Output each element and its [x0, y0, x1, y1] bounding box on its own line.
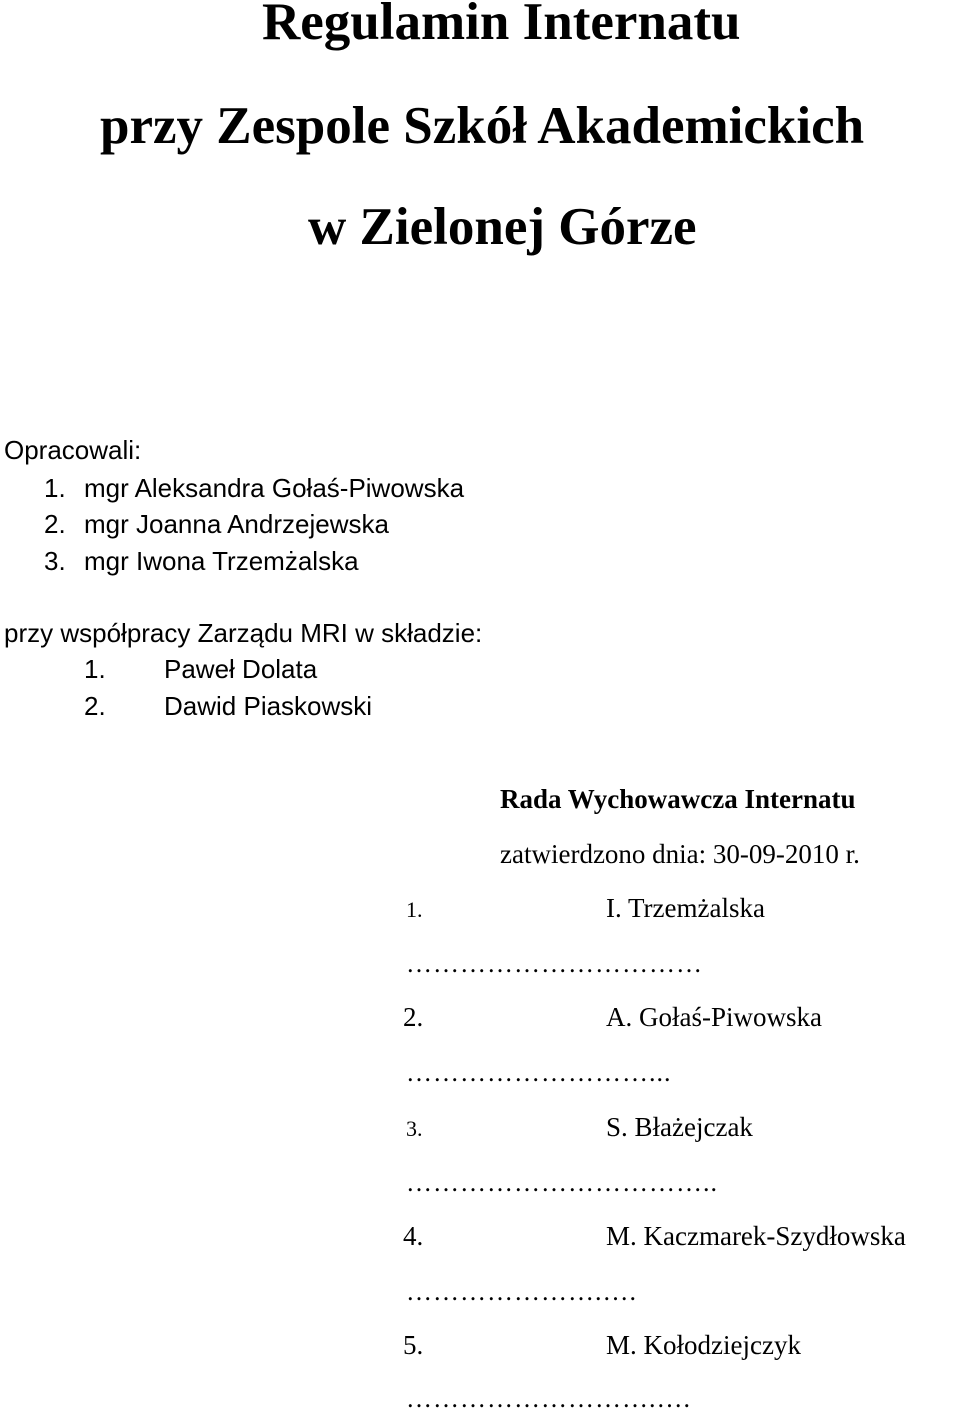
signatory-number: 1.	[406, 897, 423, 922]
signatory-number: 2.	[403, 1002, 424, 1032]
cooperation-heading: przy współpracy Zarządu MRI w składzie:	[4, 618, 483, 648]
signatory-number: 5.	[403, 1330, 424, 1360]
document-title-line-3: w Zielonej Górze	[308, 198, 697, 256]
cooperation-number: 1.	[84, 654, 106, 684]
approval-date: zatwierdzono dnia: 30-09-2010 r.	[500, 839, 860, 869]
approval-heading: Rada Wychowawcza Internatu	[500, 784, 856, 814]
author-name: mgr Iwona Trzemżalska	[84, 546, 359, 576]
signatory-name: M. Kaczmarek-Szydłowska	[606, 1221, 906, 1251]
document-title-line-2: przy Zespole Szkół Akademickich	[100, 97, 865, 155]
signature-line: ………………………...	[406, 1058, 672, 1087]
cooperation-name: Dawid Piaskowski	[164, 691, 373, 721]
author-number: 3.	[44, 546, 66, 576]
signatory-name: M. Kołodziejczyk	[606, 1330, 801, 1360]
signatory-number: 3.	[406, 1116, 423, 1141]
author-number: 2.	[44, 509, 66, 539]
document-title-line-1: Regulamin Internatu	[262, 0, 741, 51]
signature-line: ……………………………..	[406, 1168, 718, 1197]
authors-heading: Opracowali:	[4, 435, 142, 465]
signature-line: ……………………….….	[406, 1384, 691, 1412]
author-name: mgr Joanna Andrzejewska	[84, 509, 389, 539]
signatory-name: S. Błażejczak	[606, 1112, 753, 1142]
signature-line: ………………….….	[406, 1277, 637, 1306]
author-number: 1.	[44, 473, 66, 503]
signatory-name: A. Gołaś-Piwowska	[606, 1002, 822, 1032]
signatory-number: 4.	[403, 1221, 424, 1251]
signatory-name: I. Trzemżalska	[606, 893, 765, 923]
author-name: mgr Aleksandra Gołaś-Piwowska	[84, 473, 465, 503]
signature-line: ……………………………	[406, 949, 703, 978]
cooperation-number: 2.	[84, 691, 106, 721]
cooperation-name: Paweł Dolata	[164, 654, 318, 684]
